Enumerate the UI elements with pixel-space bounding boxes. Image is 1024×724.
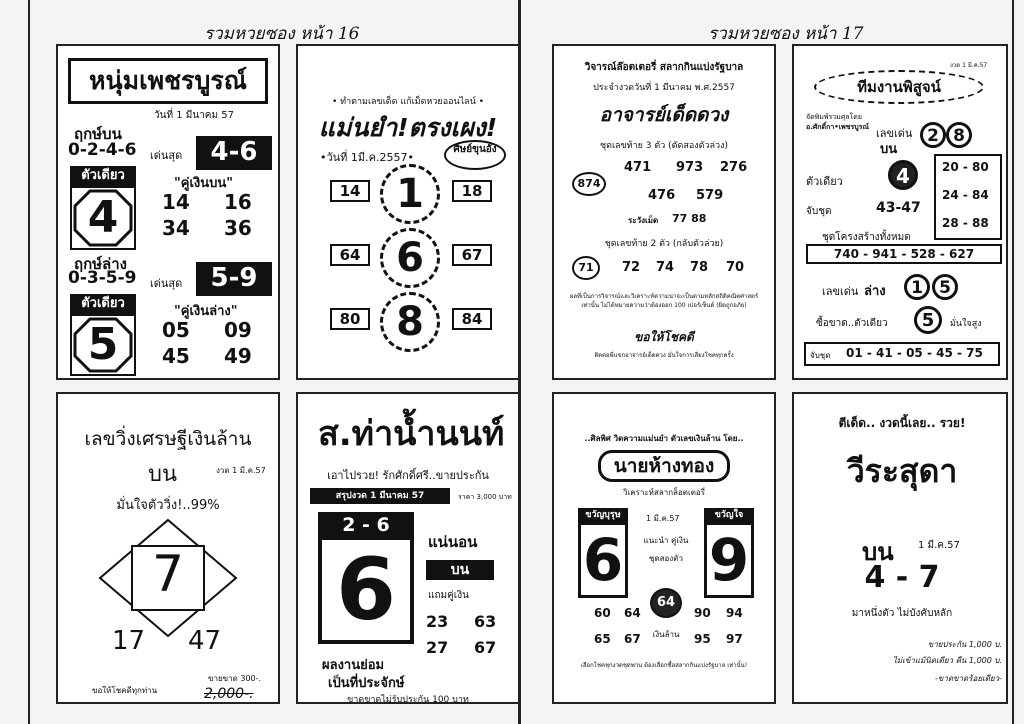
bonus-label: แถมคู่เงิน xyxy=(428,590,469,601)
card-title: อาจารย์เด็ดดวง xyxy=(599,104,729,126)
right-number: 67 xyxy=(452,244,492,266)
struct-label: ชุดโครงสร้างทั้งหมด xyxy=(822,232,911,243)
position-bar: บน xyxy=(426,560,494,580)
price-label: ขายขาด 300-. xyxy=(208,674,262,683)
set-label: จับชุด xyxy=(806,206,832,217)
position-label: บน xyxy=(862,538,894,566)
bonus-pair: 67 xyxy=(474,638,497,657)
author: อ.ศักดิ์กา•เพชรบูรณ์ xyxy=(806,123,869,131)
hot-label: ระวังเม็ด xyxy=(628,216,659,225)
card-team-proof xyxy=(792,44,1008,380)
page-edge-left xyxy=(28,0,30,724)
main-number: 7 xyxy=(152,545,184,603)
card-title: วีระสุดา xyxy=(846,452,958,490)
three-digit-label: ชุดเลขท้าย 3 ตัว (ตัดสองตัวล่วง) xyxy=(599,141,729,151)
two-num: 72 xyxy=(622,260,641,275)
card-achan-det-duang xyxy=(552,44,776,380)
lower-label: ฤกษ์ล่าง xyxy=(74,255,127,273)
right-digit: 9 xyxy=(704,522,754,598)
pair-number: 90 xyxy=(694,606,711,620)
pair-row: 24 - 84 xyxy=(942,188,989,202)
sure-label: มั่นใจสูง xyxy=(950,319,982,329)
old-price: 2,000-. xyxy=(204,686,254,702)
upper-pair: 36 xyxy=(224,216,252,240)
center-digit: 8 xyxy=(380,292,440,352)
merit-text: ผลงานย่อม xyxy=(322,658,385,673)
bonus-pair: 27 xyxy=(426,638,449,657)
card-top-line: • ทำตามเลขเด็ด แก้เม็ดหวยออนไลน์ • xyxy=(331,97,485,107)
card-date: วันที่ 1 มีนาคม 57 xyxy=(154,110,234,121)
three-num: 471 xyxy=(624,160,652,175)
play-number: 2 xyxy=(920,122,946,148)
bonus-pair: 63 xyxy=(474,612,497,631)
pair-up-label: "คู่เงินบน" xyxy=(174,176,234,191)
pair-number: 60 xyxy=(594,606,611,620)
pair-number: 64 xyxy=(624,606,641,620)
single-number: 4 xyxy=(888,160,918,190)
two-num: 70 xyxy=(726,260,745,275)
card-title: ส.ท่าน้ำนนท์ xyxy=(318,414,505,454)
upper-single-frame xyxy=(70,186,136,250)
pair-number: 94 xyxy=(726,606,743,620)
final-label: จับชุด xyxy=(810,351,831,360)
card-footer: เลือกโชคทุกงวดชุดพาน ต้องเลือกซื้อสลากกินแบ่งรัฐบาล เท่านั้น! xyxy=(580,662,748,669)
play-number: 8 xyxy=(946,122,972,148)
guarantee-line-3: -ขาดขาดร้อยเดียว- xyxy=(935,674,1002,683)
upper-label: ฤกษ์บน xyxy=(74,125,122,143)
card-wirasuda xyxy=(792,392,1008,704)
main-number: 6 xyxy=(318,536,414,644)
center-badge: 64 xyxy=(650,588,682,618)
sure-label: แน่นอน xyxy=(428,533,478,551)
wish-text: ขอให้โชคดีทุกท่าน xyxy=(92,686,158,695)
card-setthi xyxy=(56,392,280,704)
pair-down-label: "คู่เงินล่าง" xyxy=(174,304,238,319)
three-num: 476 xyxy=(648,188,676,203)
disclaimer: ผลที่เป็นการวิจารณ์และวิเคราะห์ความน่าจะเป็นตามหลักสถิติคณิตศาสตร์เท่านั้น ไม่ได้หมายความว่าต้องออก 100 เปอร์เซ็นต์ (ผิดถูกอภัย) xyxy=(569,293,759,309)
page-header-left: รวมหวยซอง หน้า 16 xyxy=(204,24,360,44)
center-digit: 6 xyxy=(380,228,440,288)
pair-row: 20 - 80 xyxy=(942,160,989,174)
card-top-line: ตีเด็ด.. งวดนี้เลย.. รวย! xyxy=(838,416,966,430)
card-subtitle: วิเคราะห์สลากล็อตเตอรี่ xyxy=(623,488,705,497)
card-title: นายห้างทอง xyxy=(598,450,730,482)
upper-single-label: ตัวเดียว xyxy=(70,166,136,186)
lower-single: 5 xyxy=(87,319,119,370)
final-numbers: 01 - 41 - 05 - 45 - 75 xyxy=(846,346,983,360)
upper-pair: 34 xyxy=(162,216,190,240)
final-row xyxy=(804,342,1000,366)
card-nai-hang-thong xyxy=(552,392,776,704)
upper-pair: 14 xyxy=(162,190,190,214)
lower-pair: 45 xyxy=(162,344,190,368)
circle-two: 71 xyxy=(572,256,600,280)
card-num-phetchabun xyxy=(56,44,280,380)
three-num: 579 xyxy=(696,188,724,203)
lower-single-frame xyxy=(70,314,136,376)
rule-text: มาหนึ่งตัว ไม่บังคับหลัก xyxy=(851,608,953,619)
pair-number: 97 xyxy=(726,632,743,646)
card-top-line: ..ศิลพิศ วิดความแม่นยำ ตัวเลขเงินล้าน โดย.. xyxy=(584,434,744,443)
left-label: ขวัญบุรุษ xyxy=(578,508,628,522)
right-label: ขวัญใจ xyxy=(704,508,754,522)
pair-number: 4 - 7 xyxy=(864,560,940,595)
card-title: เลขวิ่งเศรษฐีเงินล้าน xyxy=(84,428,252,450)
pair-number: 67 xyxy=(624,632,641,646)
play-sub: บน xyxy=(880,142,898,157)
two-num: 78 xyxy=(690,260,709,275)
mid-text-2: ชุดสองตัว xyxy=(649,554,683,563)
card-maen-yam xyxy=(296,44,520,380)
left-number: 64 xyxy=(330,244,370,266)
lower-single-label: ตัวเดียว xyxy=(70,294,136,314)
card-footer: ติดต่อพี่แขกอาจารย์เด็ดดวง มั่นใจการเสี่ยงโชคทุกครั้ง xyxy=(594,352,734,359)
low-label: เลขเด่น xyxy=(822,285,859,298)
left-number: 14 xyxy=(330,180,370,202)
lower-pair: 49 xyxy=(224,344,252,368)
right-number: 18 xyxy=(452,180,492,202)
confidence: มั่นใจตัววิ่ง!..99% xyxy=(116,498,220,513)
slogan: เอาไปรวย! รักศักดิ์ศรี..ขายประกัน xyxy=(327,469,489,482)
left-number: 80 xyxy=(330,308,370,330)
price: ราคา 3,000 บาท xyxy=(458,493,512,501)
bonus-pair: 23 xyxy=(426,612,449,631)
left-digit: 6 xyxy=(578,522,628,598)
low-sub: ล่าง xyxy=(864,284,886,299)
guarantee-line-2: ไม่เข้าแม้นิดเดียว คืน 1,000 บ. xyxy=(892,656,1002,665)
buy-label: ซื้อขาด..ตัวเดียว xyxy=(816,318,888,329)
pair-number: 17 xyxy=(112,626,146,656)
pair-row: 28 - 88 xyxy=(942,216,989,230)
card-title: หนุ่มเพชรบูรณ์ xyxy=(68,58,268,104)
guarantee-line-1: ขายประกัน 1,000 บ. xyxy=(927,640,1002,649)
lower-hot-label: เด่นสุด xyxy=(150,277,183,290)
pair-number: 47 xyxy=(188,626,222,656)
by-label: จัดพิมพ์รวมศุลโดย xyxy=(806,113,862,121)
pair-number: 65 xyxy=(594,632,611,646)
lower-digits: 0-3-5-9 xyxy=(68,268,137,288)
low-number: 5 xyxy=(932,274,958,300)
upper-hot-box: 4-6 xyxy=(196,136,272,170)
card-date: 1 มี.ค.57 xyxy=(918,540,960,551)
struct-row: 740 - 941 - 528 - 627 xyxy=(806,244,1002,264)
pair-bar: 2 - 6 xyxy=(318,512,414,538)
line-2: ประจำงวดวันที่ 1 มีนาคม พ.ศ.2557 xyxy=(593,83,735,93)
single-label: ตัวเดียว xyxy=(806,175,843,188)
upper-single: 4 xyxy=(87,192,119,243)
three-num: 973 xyxy=(676,160,704,175)
card-date: งวด 1 มี.ค.57 xyxy=(216,466,266,475)
circle-three: 874 xyxy=(572,172,606,196)
upper-pair: 16 xyxy=(224,190,252,214)
two-digit-label: ชุดเลขท้าย 2 ตัว (กลับตัวล่วย) xyxy=(604,239,724,249)
right-number: 84 xyxy=(452,308,492,330)
card-title: แม่นยำ!ตรงเผง! xyxy=(318,113,498,142)
pair-number: 95 xyxy=(694,632,711,646)
mid-text-3: เงินล้าน xyxy=(652,630,680,639)
lower-pair: 05 xyxy=(162,318,190,342)
buy-number: 5 xyxy=(914,306,942,334)
disciple-badge: ศิษย์ขุนอัง xyxy=(444,140,506,170)
mid-text-1: แนะนำ คู่เงิน xyxy=(643,536,689,545)
low-number: 1 xyxy=(904,274,930,300)
three-num: 276 xyxy=(720,160,748,175)
position-label: บน xyxy=(148,462,178,487)
play-label: เลขเด่น xyxy=(876,127,913,140)
card-date: 1 มี.ค.57 xyxy=(646,514,680,523)
page-edge-right xyxy=(1012,0,1014,724)
summary-bar: สรุปงวด 1 มีนาคม 57 xyxy=(310,488,450,504)
lower-hot-box: 5-9 xyxy=(196,262,272,296)
card-title: ทีมงานพิสูจน์ xyxy=(814,70,984,104)
lower-pair: 09 xyxy=(224,318,252,342)
card-date: งวด 1 มี.ค.57 xyxy=(950,62,988,69)
two-num: 74 xyxy=(656,260,675,275)
upper-hot-label: เด่นสุด xyxy=(150,149,183,162)
center-digit: 1 xyxy=(380,164,440,224)
card-tha-nam-non xyxy=(296,392,520,704)
proof-text: เป็นที่ประจักษ์ xyxy=(328,676,405,691)
page-header-right: รวมหวยซอง หน้า 17 xyxy=(708,24,864,44)
signature: ขอให้โชคดี xyxy=(634,330,694,344)
card-date: •วันที่ 1มี.ค.2557• xyxy=(320,151,415,164)
card-footer: ขาดขาดไม่รับประกัน 100 บาท xyxy=(347,695,469,704)
line-1: วิจารณ์ล๊อตเตอรี่ สลากกินแบ่งรัฐบาล xyxy=(584,62,744,73)
set-number: 43-47 xyxy=(876,200,921,216)
upper-digits: 0-2-4-6 xyxy=(68,140,137,160)
hot-numbers: 77 88 xyxy=(672,212,707,225)
